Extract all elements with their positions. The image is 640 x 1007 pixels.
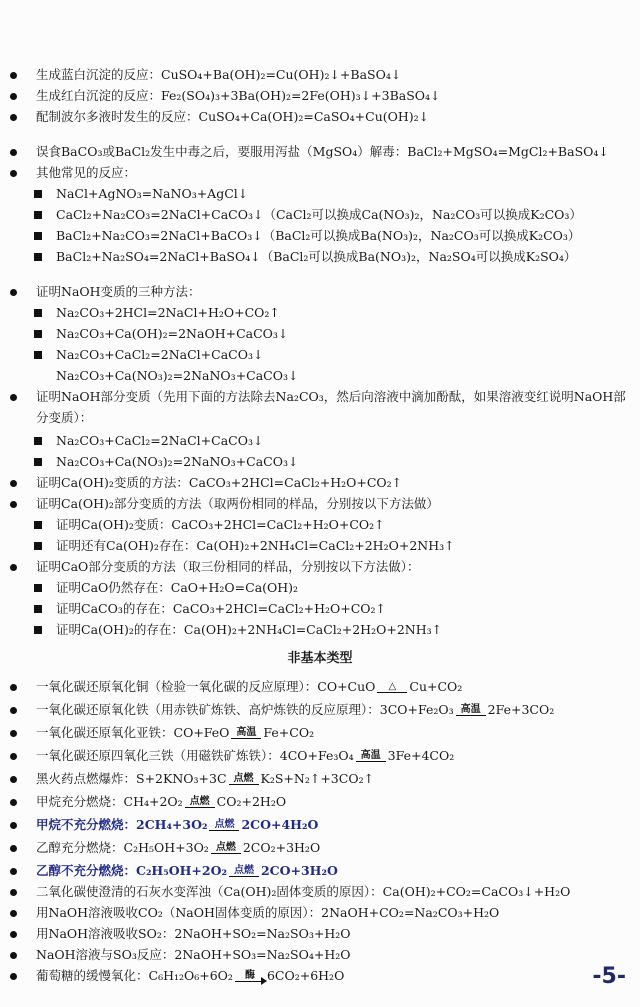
sub-item: 证明CaO仍然存在：CaO+H₂O=Ca(OH)₂ bbox=[56, 577, 626, 599]
bullet-icon bbox=[10, 289, 17, 296]
reaction-condition: 酶 bbox=[233, 970, 267, 987]
bullet-icon bbox=[10, 822, 17, 829]
square-bullet-icon bbox=[34, 211, 42, 219]
bullet-icon bbox=[10, 931, 17, 938]
bullet-icon bbox=[10, 170, 17, 177]
reaction-condition: 点燃 bbox=[227, 865, 261, 882]
reaction-condition: 点燃 bbox=[207, 819, 241, 836]
list-item: 生成红白沉淀的反应：Fe₂(SO₄)₃+3Ba(OH)₂=2Fe(OH)₃↓+3BaSO₄↓ bbox=[36, 85, 626, 107]
square-bullet-icon bbox=[34, 232, 42, 240]
bullet-icon bbox=[10, 93, 17, 100]
square-bullet-icon bbox=[34, 542, 42, 550]
bullet-icon bbox=[10, 868, 17, 875]
section-heading: 非基本类型 bbox=[287, 651, 353, 666]
reaction-condition: 高温 bbox=[454, 704, 488, 721]
square-bullet-icon bbox=[34, 626, 42, 634]
list-item: 葡萄糖的缓慢氧化：C₆H₁₂O₆+6O₂ 酶 6CO₂+6H₂O bbox=[36, 965, 626, 987]
list-item: 证明Ca(OH)₂变质的方法：CaCO₃+2HCl=CaCl₂+H₂O+CO₂↑ bbox=[36, 472, 626, 494]
bullet-icon bbox=[10, 776, 17, 783]
list-item: 甲烷不充分燃烧：2CH₄+3O₂ 点燃 2CO+4H₂O bbox=[36, 814, 626, 836]
reaction-condition: 高温 bbox=[229, 727, 263, 744]
bullet-icon bbox=[10, 564, 17, 571]
list-item: 误食BaCO₃或BaCl₂发生中毒之后，要服用泻盐（MgSO₄）解毒：BaCl₂+MgSO₄=MgCl₂+BaSO₄↓ bbox=[36, 141, 626, 163]
list-item: 证明CaO部分变质的方法（取三份相同的样品，分别按以下方法做）： bbox=[36, 556, 626, 578]
list-item: 其他常见的反应： bbox=[36, 162, 626, 184]
list-item: 用NaOH溶液吸收SO₂：2NaOH+SO₂=Na₂SO₃+H₂O bbox=[36, 923, 626, 945]
bullet-icon bbox=[10, 973, 17, 980]
sub-item: Na₂CO₃+Ca(NO₃)₂=2NaNO₃+CaCO₃↓ bbox=[56, 368, 299, 383]
sub-item: NaCl+AgNO₃=NaNO₃+AgCl↓ bbox=[56, 183, 626, 205]
sub-item: BaCl₂+Na₂CO₃=2NaCl+BaCO₃↓（BaCl₂可以换成Ba(NO₃)₂，Na₂CO₃可以换成K₂CO₃） bbox=[56, 225, 626, 247]
list-item: 生成蓝白沉淀的反应：CuSO₄+Ba(OH)₂=Cu(OH)₂↓+BaSO₄↓ bbox=[36, 64, 626, 86]
list-item: NaOH溶液与SO₃反应：2NaOH+SO₃=Na₂SO₄+H₂O bbox=[36, 944, 626, 966]
list-item: 甲烷充分燃烧：CH₄+2O₂ 点燃 CO₂+2H₂O bbox=[36, 791, 626, 813]
sub-item: Na₂CO₃+CaCl₂=2NaCl+CaCO₃↓ bbox=[56, 344, 626, 366]
bullet-icon bbox=[10, 799, 17, 806]
list-item: 用NaOH溶液吸收CO₂（NaOH固体变质的原因）：2NaOH+CO₂=Na₂CO₃+H₂O bbox=[36, 902, 626, 924]
square-bullet-icon bbox=[34, 521, 42, 529]
page-number: -5- bbox=[592, 964, 626, 989]
bullet-icon bbox=[10, 889, 17, 896]
list-item: 一氧化碳还原氧化铁（用赤铁矿炼铁、高炉炼铁的反应原理）：3CO+Fe₂O₃ 高温 2Fe+3CO₂ bbox=[36, 699, 626, 721]
bullet-icon bbox=[10, 394, 17, 401]
reaction-condition: 高温 bbox=[354, 750, 388, 767]
reaction-condition: 点燃 bbox=[227, 773, 261, 790]
square-bullet-icon bbox=[34, 605, 42, 613]
sub-item: 证明Ca(OH)₂的存在：Ca(OH)₂+2NH₄Cl=CaCl₂+2H₂O+2NH₃↑ bbox=[56, 619, 626, 641]
bullet-icon bbox=[10, 910, 17, 917]
list-item: 二氧化碳使澄清的石灰水变浑浊（Ca(OH)₂固体变质的原因）：Ca(OH)₂+CO₂=CaCO₃↓+H₂O bbox=[36, 881, 626, 903]
sub-item: BaCl₂+Na₂SO₄=2NaCl+BaSO₄↓（BaCl₂可以换成Ba(NO₃)₂，Na₂SO₄可以换成K₂SO₄） bbox=[56, 246, 626, 268]
bullet-icon bbox=[10, 684, 17, 691]
bullet-icon bbox=[10, 501, 17, 508]
bullet-icon bbox=[10, 149, 17, 156]
sub-item: Na₂CO₃+Ca(OH)₂=2NaOH+CaCO₃↓ bbox=[56, 323, 626, 345]
square-bullet-icon bbox=[34, 437, 42, 445]
sub-item: Na₂CO₃+Ca(NO₃)₂=2NaNO₃+CaCO₃↓ bbox=[56, 451, 626, 473]
list-item: 证明Ca(OH)₂部分变质的方法（取两份相同的样品，分别按以下方法做） bbox=[36, 493, 626, 515]
bullet-icon bbox=[10, 730, 17, 737]
bullet-icon bbox=[10, 72, 17, 79]
list-item: 证明NaOH部分变质（先用下面的方法除去Na₂CO₃，然后向溶液中滴加酚酞，如果溶液变红说明NaOH部分变质）： bbox=[36, 386, 626, 428]
square-bullet-icon bbox=[34, 253, 42, 261]
arrow-icon bbox=[235, 981, 265, 982]
bullet-icon bbox=[10, 707, 17, 714]
sub-item: Na₂CO₃+CaCl₂=2NaCl+CaCO₃↓ bbox=[56, 430, 626, 452]
reaction-condition: 点燃 bbox=[209, 842, 243, 859]
square-bullet-icon bbox=[34, 584, 42, 592]
square-bullet-icon bbox=[34, 351, 42, 359]
list-item: 乙醇不充分燃烧：C₂H₅OH+2O₂ 点燃 2CO+3H₂O bbox=[36, 860, 626, 882]
bullet-icon bbox=[10, 952, 17, 959]
list-item: 一氧化碳还原氧化铜（检验一氧化碳的反应原理）：CO+CuO △ Cu+CO₂ bbox=[36, 676, 626, 698]
list-item: 一氧化碳还原氧化亚铁：CO+FeO 高温 Fe+CO₂ bbox=[36, 722, 626, 744]
list-item: 一氧化碳还原四氧化三铁（用磁铁矿炼铁）：4CO+Fe₃O₄ 高温 3Fe+4CO₂ bbox=[36, 745, 626, 767]
square-bullet-icon bbox=[34, 309, 42, 317]
list-item: 黑火药点燃爆炸：S+2KNO₃+3C 点燃 K₂S+N₂↑+3CO₂↑ bbox=[36, 768, 626, 790]
reaction-condition: 点燃 bbox=[183, 796, 217, 813]
sub-item: CaCl₂+Na₂CO₃=2NaCl+CaCO₃↓（CaCl₂可以换成Ca(NO₃)₂，Na₂CO₃可以换成K₂CO₃） bbox=[56, 204, 626, 226]
bullet-icon bbox=[10, 753, 17, 760]
sub-item: 证明还有Ca(OH)₂存在：Ca(OH)₂+2NH₄Cl=CaCl₂+2H₂O+2NH₃↑ bbox=[56, 535, 626, 557]
sub-item: Na₂CO₃+2HCl=2NaCl+H₂O+CO₂↑ bbox=[56, 302, 626, 324]
bullet-icon bbox=[10, 845, 17, 852]
square-bullet-icon bbox=[34, 190, 42, 198]
sub-item: 证明CaCO₃的存在：CaCO₃+2HCl=CaCl₂+H₂O+CO₂↑ bbox=[56, 598, 626, 620]
sub-item: 证明Ca(OH)₂变质：CaCO₃+2HCl=CaCl₂+H₂O+CO₂↑ bbox=[56, 514, 626, 536]
list-item: 证明NaOH变质的三种方法： bbox=[36, 281, 626, 303]
list-item: 配制波尔多液时发生的反应：CuSO₄+Ca(OH)₂=CaSO₄+Cu(OH)₂↓ bbox=[36, 106, 626, 128]
bullet-icon bbox=[10, 480, 17, 487]
reaction-condition: △ bbox=[375, 681, 409, 698]
square-bullet-icon bbox=[34, 330, 42, 338]
square-bullet-icon bbox=[34, 458, 42, 466]
list-item: 乙醇充分燃烧：C₂H₅OH+3O₂ 点燃 2CO₂+3H₂O bbox=[36, 837, 626, 859]
bullet-icon bbox=[10, 114, 17, 121]
